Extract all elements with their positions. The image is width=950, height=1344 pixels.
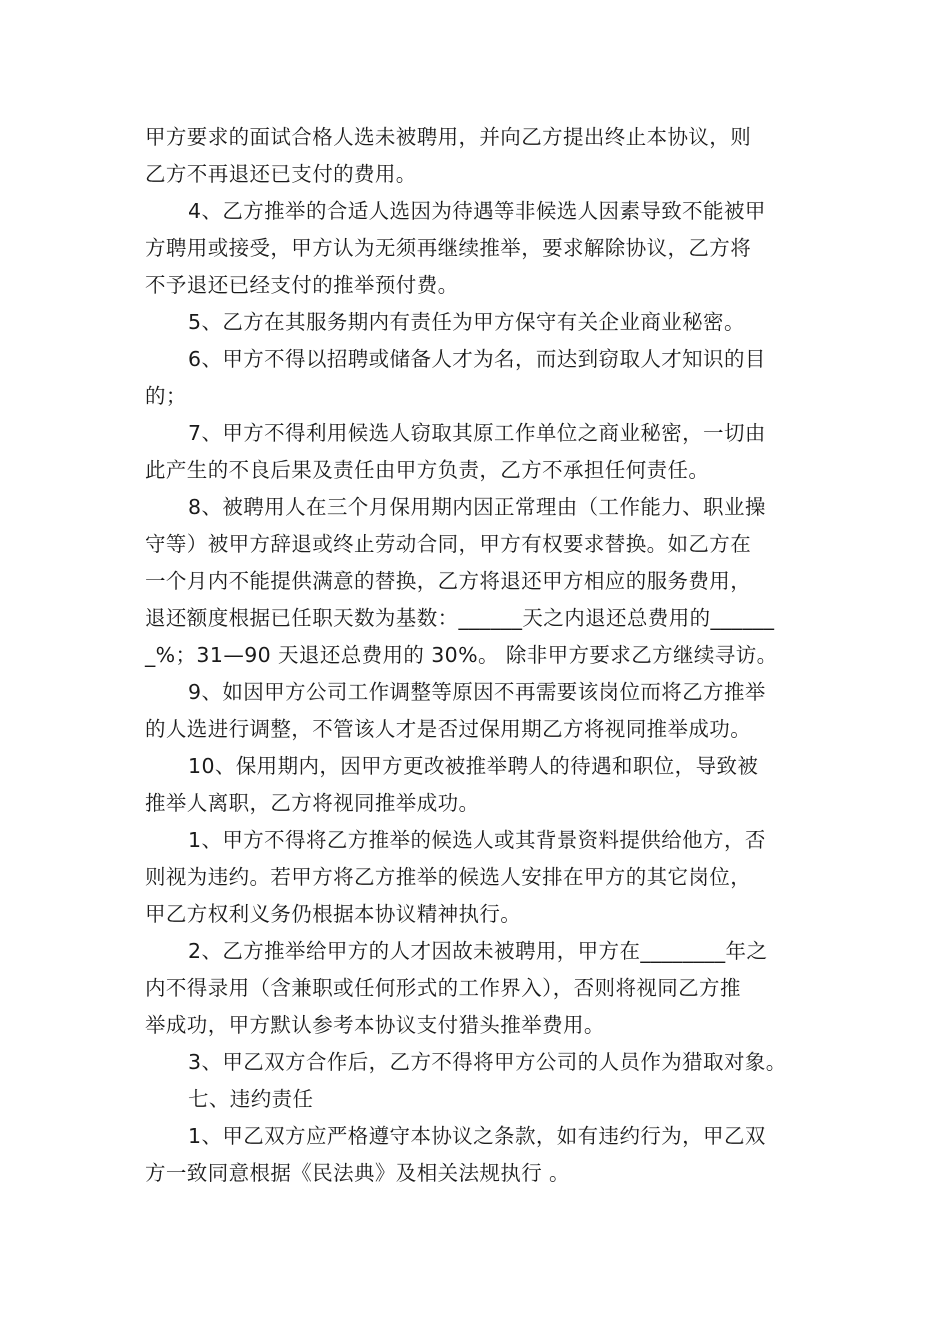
- text-line: 甲方要求的面试合格人选未被聘用，并向乙方提出终止本协议，则: [145, 125, 752, 149]
- text-line: 退还额度根据已任职天数为基数：______天之内退还总费用的______: [145, 606, 775, 630]
- text-line: 6、甲方不得以招聘或储备人才为名，而达到窃取人才知识的目: [188, 347, 766, 371]
- text-line: 1、甲乙双方应严格遵守本协议之条款，如有违约行为，甲乙双: [188, 1124, 766, 1148]
- text-line: 4、乙方推举的合适人选因为待遇等非候选人因素导致不能被甲: [188, 199, 766, 223]
- text-line: _%；31—90 天退还总费用的 30%。 除非甲方要求乙方继续寻访。: [145, 643, 778, 667]
- text-line: 举成功，甲方默认参考本协议支付猎头推举费用。: [145, 1013, 605, 1037]
- text-line: 8、被聘用人在三个月保用期内因正常理由（工作能力、职业操: [188, 495, 766, 519]
- text-line: 3、甲乙双方合作后，乙方不得将甲方公司的人员作为猎取对象。: [188, 1050, 787, 1074]
- text-line: 的人选进行调整，不管该人才是否过保用期乙方将视同推举成功。: [145, 717, 752, 741]
- text-line: 守等）被甲方辞退或终止劳动合同，甲方有权要求替换。如乙方在: [145, 532, 752, 556]
- text-line: 则视为违约。若甲方将乙方推举的候选人安排在甲方的其它岗位，: [145, 865, 752, 889]
- text-line: 10、保用期内，因甲方更改被推举聘人的待遇和职位，导致被: [188, 754, 759, 778]
- text-line: 推举人离职，乙方将视同推举成功。: [145, 791, 480, 815]
- text-line: 1、甲方不得将乙方推举的候选人或其背景资料提供给他方，否: [188, 828, 766, 852]
- text-line: 甲乙方权利义务仍根据本协议精神执行。: [145, 902, 522, 926]
- text-line: 此产生的不良后果及责任由甲方负责，乙方不承担任何责任。: [145, 458, 710, 482]
- text-line: 方一致同意根据《民法典》及相关法规执行 。: [145, 1161, 570, 1185]
- text-line: 一个月内不能提供满意的替换，乙方将退还甲方相应的服务费用，: [145, 569, 752, 593]
- text-line: 内不得录用（含兼职或任何形式的工作界入），否则将视同乙方推: [145, 976, 741, 1000]
- text-line: 9、如因甲方公司工作调整等原因不再需要该岗位而将乙方推举: [188, 680, 766, 704]
- text-line: 5、乙方在其服务期内有责任为甲方保守有关企业商业秘密。: [188, 310, 745, 334]
- text-line: 2、乙方推举给甲方的人才因故未被聘用，甲方在________年之: [188, 939, 768, 963]
- text-line: 不予退还已经支付的推举预付费。: [145, 273, 459, 297]
- section-heading: 七、违约责任: [188, 1087, 314, 1111]
- text-line: 乙方不再退还已支付的费用。: [145, 162, 417, 186]
- text-line: 的；: [145, 384, 187, 408]
- text-line: 7、甲方不得利用候选人窃取其原工作单位之商业秘密，一切由: [188, 421, 766, 445]
- text-line: 方聘用或接受，甲方认为无须再继续推举，要求解除协议，乙方将: [145, 236, 752, 260]
